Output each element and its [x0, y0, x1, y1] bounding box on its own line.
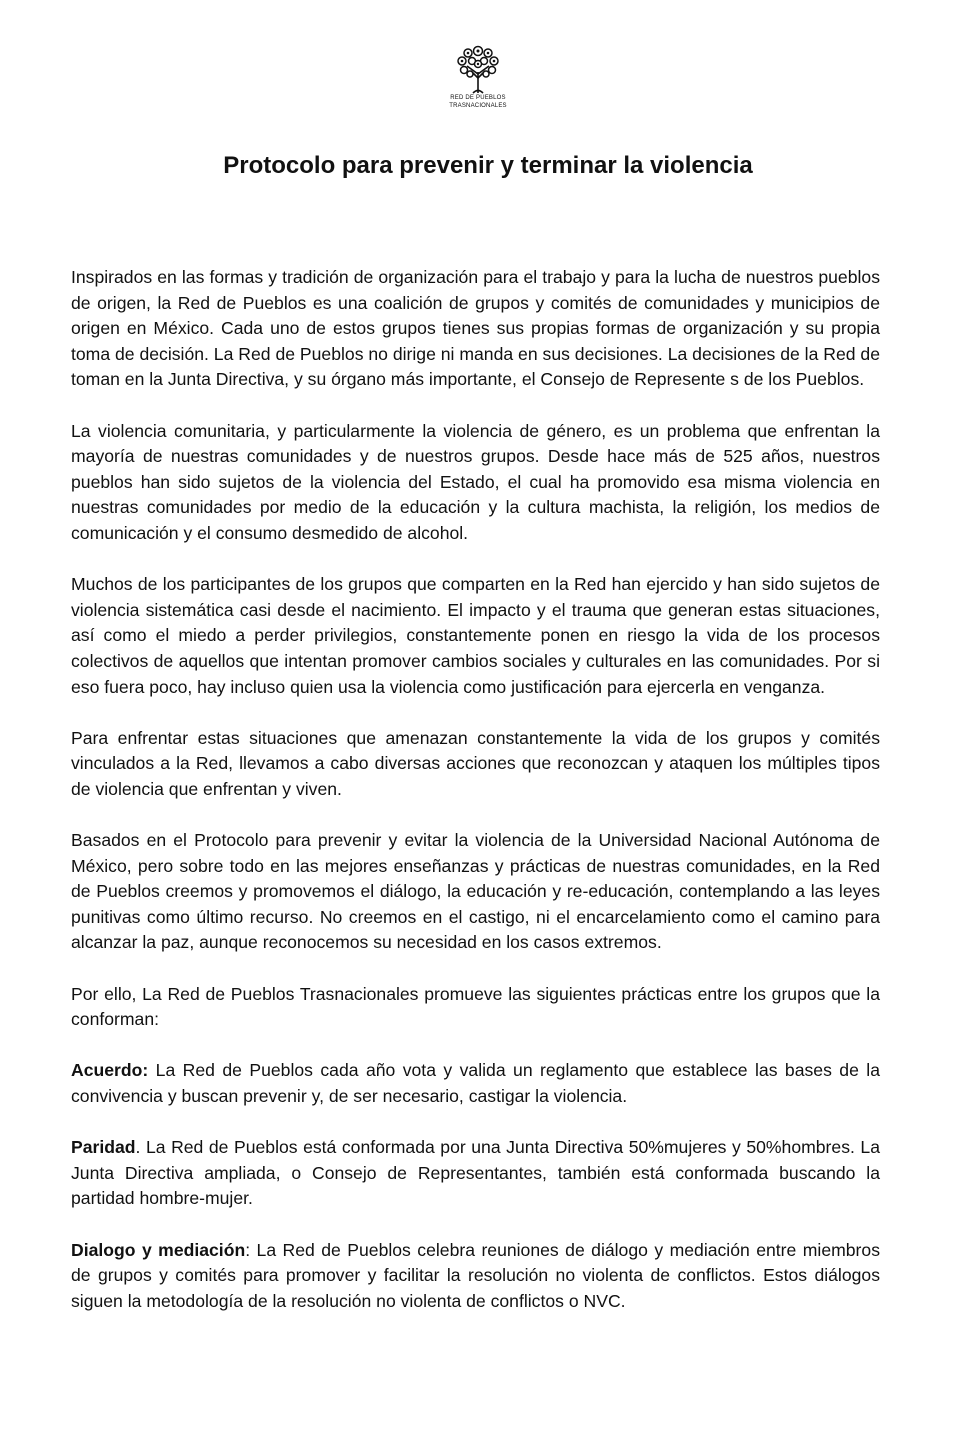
document-body	[71, 265, 880, 1340]
practice-text: : La Red de Pueblos celebra reuniones de diálogo y mediación entre miembros de grupos y comités para promover y facilitar la resolución no violenta de conflictos. Estos diálogos siguen la metodología de la resolución no violenta de conflictos o NVC.	[71, 1239, 880, 1311]
tree-icon	[455, 44, 501, 94]
practice-acuerdo	[71, 1058, 880, 1109]
logo-text-line-1: RED DE PUEBLOS	[450, 95, 506, 101]
practice-term: Paridad	[71, 1137, 136, 1158]
paragraph-community-violence: La violencia comunitaria, y particularmente la violencia de género, es un problema que enfrentan la mayoría de nuestras comunidades y de nuestros grupos. Desde hace más de 525 años, nuestros pueblos han sido sujetos de la violencia del Estado, el cual ha promovido esa misma violencia en nuestras comunidades por medio de la educación y la cultura machista, la religión, los medios de comunicación y el consumo desmedido de alcohol.	[71, 420, 880, 543]
practice-dialogo	[71, 1238, 880, 1315]
document-title: Protocolo para prevenir y terminar la violencia	[223, 152, 753, 179]
organization-logo	[448, 44, 508, 110]
practice-term: Acuerdo:	[71, 1060, 149, 1081]
paragraph-practices-intro: Por ello, La Red de Pueblos Trasnacionales promueve las siguientes prácticas entre los grupos que la conforman:	[71, 983, 880, 1030]
practice-text: La Red de Pueblos cada año vota y valida un reglamento que establece las bases de la convivencia y buscan prevenir y, de ser necesario, castigar la violencia.	[71, 1060, 880, 1106]
practice-paridad	[71, 1135, 880, 1212]
paragraph-intro: Inspirados en las formas y tradición de organización para el trabajo y para la lucha de nuestros pueblos de origen, la Red de Pueblos es una coalición de grupos y comités de comunidades y municipios de origen en México. Cada uno de estos grupos tienes sus propias formas de organización y su propia toma de decisión. La Red de Pueblos no dirige ni manda en sus decisiones. La decisiones de la Red de toman en la Junta Directiva, y su órgano más importante, el Consejo de Represente s de los Pueblos.	[71, 267, 880, 390]
paragraph-participants: Muchos de los participantes de los grupos que comparten en la Red han ejercido y han sido sujetos de violencia sistemática casi desde el nacimiento. El impacto y el trauma que generan estas situaciones, así como el miedo a perder privilegios, constantemente ponen en riesgo la vida de los procesos colectivos de aquellos que intentan promover cambios sociales y culturales en las comunidades. Por si eso fuera poco, hay incluso quien usa la violencia como justificación para ejercerla en venganza.	[71, 574, 880, 697]
paragraph-protocol-basis: Basados en el Protocolo para prevenir y evitar la violencia de la Universidad Nacional Autónoma de México, pero sobre todo en las mejores enseñanzas y prácticas de nuestras comunidades, en la Red de Pueblos creemos y promovemos el diálogo, la educación y re-educación, contemplando a las leyes punitivas como último recurso. No creemos en el castigo, ni el encarcelamiento como el camino para alcanzar la paz, aunque reconocemos su necesidad en los casos extremos.	[71, 830, 880, 953]
practice-text: . La Red de Pueblos está conformada por una Junta Directiva 50%mujeres y 50%hombres. La Junta Directiva ampliada, o Consejo de Representantes, también está conformada buscando la partidad hombre-mujer.	[71, 1137, 880, 1209]
practice-term: Dialogo y mediación	[71, 1239, 246, 1260]
paragraph-actions: Para enfrentar estas situaciones que amenazan constantemente la vida de los grupos y comités vinculados a la Red, llevamos a cabo diversas acciones que reconozcan y ataquen los múltiples tipos de violencia que enfrentan y viven.	[71, 727, 880, 799]
logo-text-line-2: TRASNACIONALES	[449, 102, 507, 109]
